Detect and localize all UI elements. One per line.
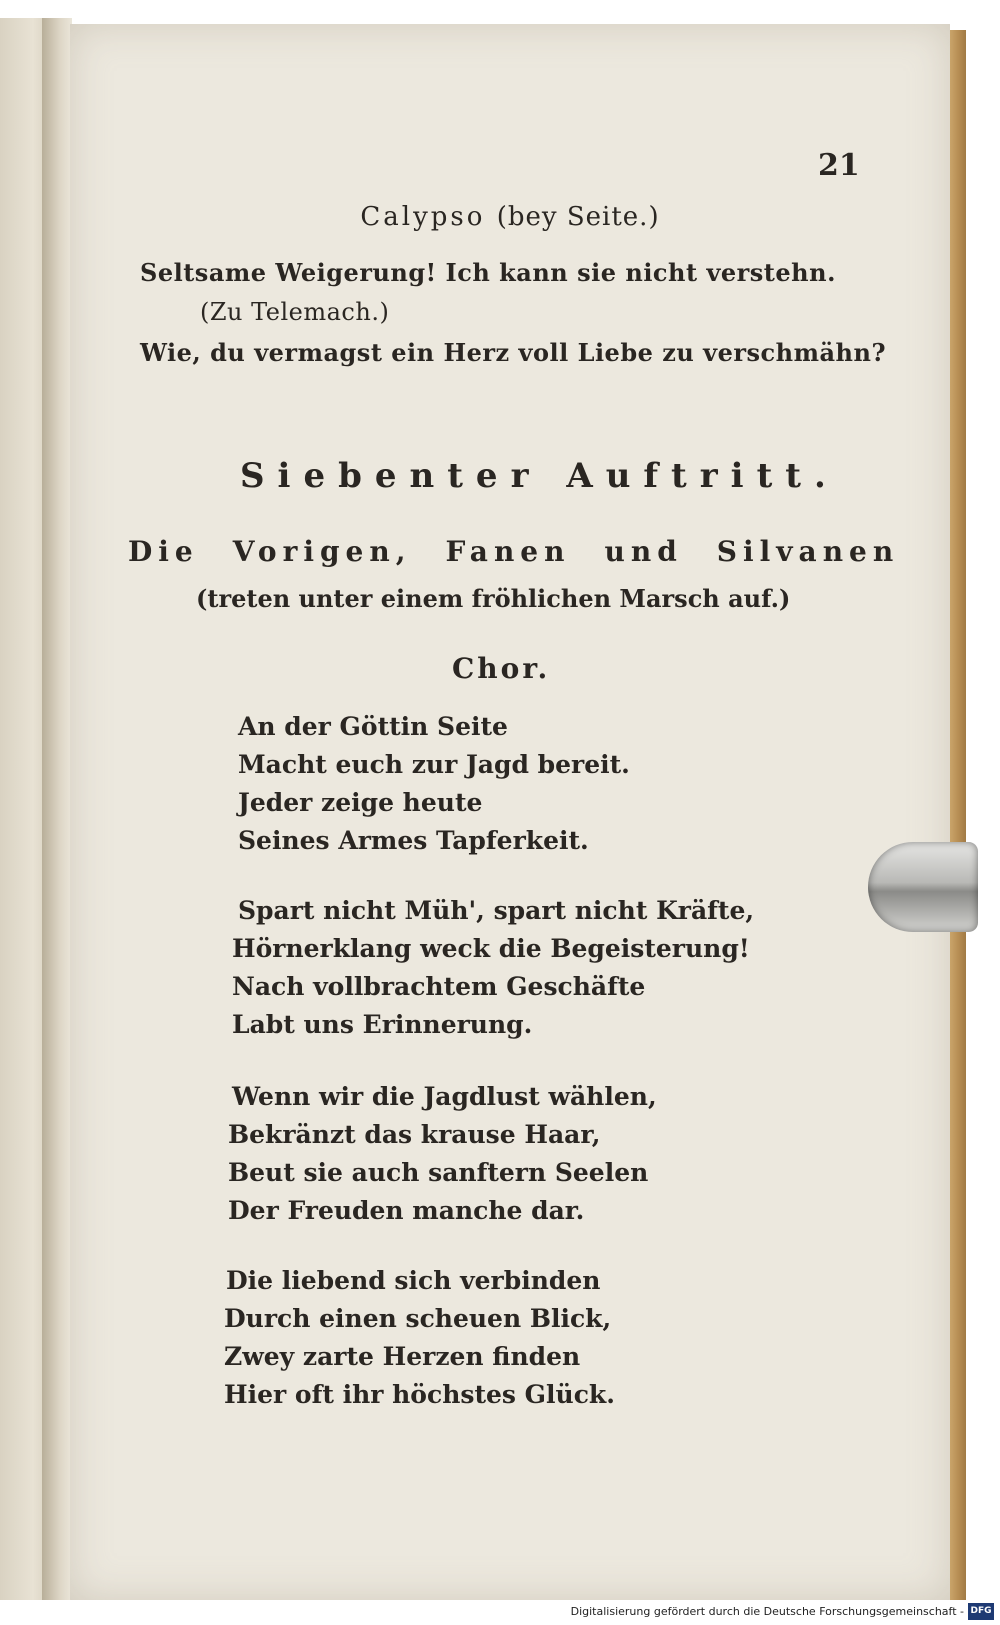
stanza-line: Seines Armes Tapferkeit. — [238, 826, 589, 855]
stanza-line: Die liebend sich verbinden — [226, 1266, 601, 1295]
stanza-line: An der Göttin Seite — [238, 712, 508, 741]
digitization-footer — [0, 1600, 1000, 1625]
stanza-line: Beut sie auch sanftern Seelen — [228, 1158, 649, 1187]
stanza-line: Nach vollbrachtem Geschäfte — [232, 972, 646, 1001]
stanza-line: Hier oft ihr höchstes Glück. — [224, 1380, 615, 1409]
cast-line — [128, 535, 900, 568]
cast-word: Vorigen, — [232, 535, 412, 568]
book-gutter — [42, 18, 72, 1600]
cast-word: Fanen — [445, 535, 571, 568]
cast-word: und — [604, 535, 683, 568]
speaker-name: Calypso — [360, 202, 486, 232]
stanza-line: Jeder zeige heute — [238, 788, 483, 817]
funding-credit: Digitalisierung gefördert durch die Deutsche Forschungsgemeinschaft - — [570, 1605, 964, 1618]
speech-line: Seltsame Weigerung! Ich kann sie nicht verstehn. — [140, 258, 836, 287]
speaker-aside: (bey Seite.) — [496, 202, 660, 232]
stanza-line: Durch einen scheuen Blick, — [224, 1304, 612, 1333]
stanza-line: Labt uns Erinnerung. — [232, 1010, 533, 1039]
stanza-line: Der Freuden manche dar. — [228, 1196, 585, 1225]
scene-title: Siebenter Auftritt. — [240, 456, 839, 496]
chorus-heading: Chor. — [452, 652, 551, 685]
page-number: 21 — [818, 148, 860, 183]
stanza-line: Macht euch zur Jagd bereit. — [238, 750, 630, 779]
stanza-line: Spart nicht Müh', spart nicht Kräfte, — [238, 896, 755, 925]
stanza-line: Zwey zarte Herzen finden — [224, 1342, 581, 1371]
speech-line: Wie, du vermagst ein Herz voll Liebe zu verschmähn? — [140, 338, 887, 367]
cast-stage-direction: (treten unter einem fröhlichen Marsch auf.) — [196, 584, 791, 613]
dfg-logo: DFG — [968, 1603, 994, 1620]
stanza-line: Hörnerklang weck die Begeisterung! — [232, 934, 750, 963]
page-clip — [868, 842, 978, 932]
page-block-edge — [950, 30, 966, 1600]
cast-word: Die — [128, 535, 199, 568]
stanza-line: Wenn wir die Jagdlust wählen, — [232, 1082, 657, 1111]
stanza-line: Bekränzt das krause Haar, — [228, 1120, 601, 1149]
speaker-heading — [0, 202, 1000, 232]
cast-word: Silvanen — [716, 535, 900, 568]
stage-direction: (Zu Telemach.) — [200, 298, 390, 326]
